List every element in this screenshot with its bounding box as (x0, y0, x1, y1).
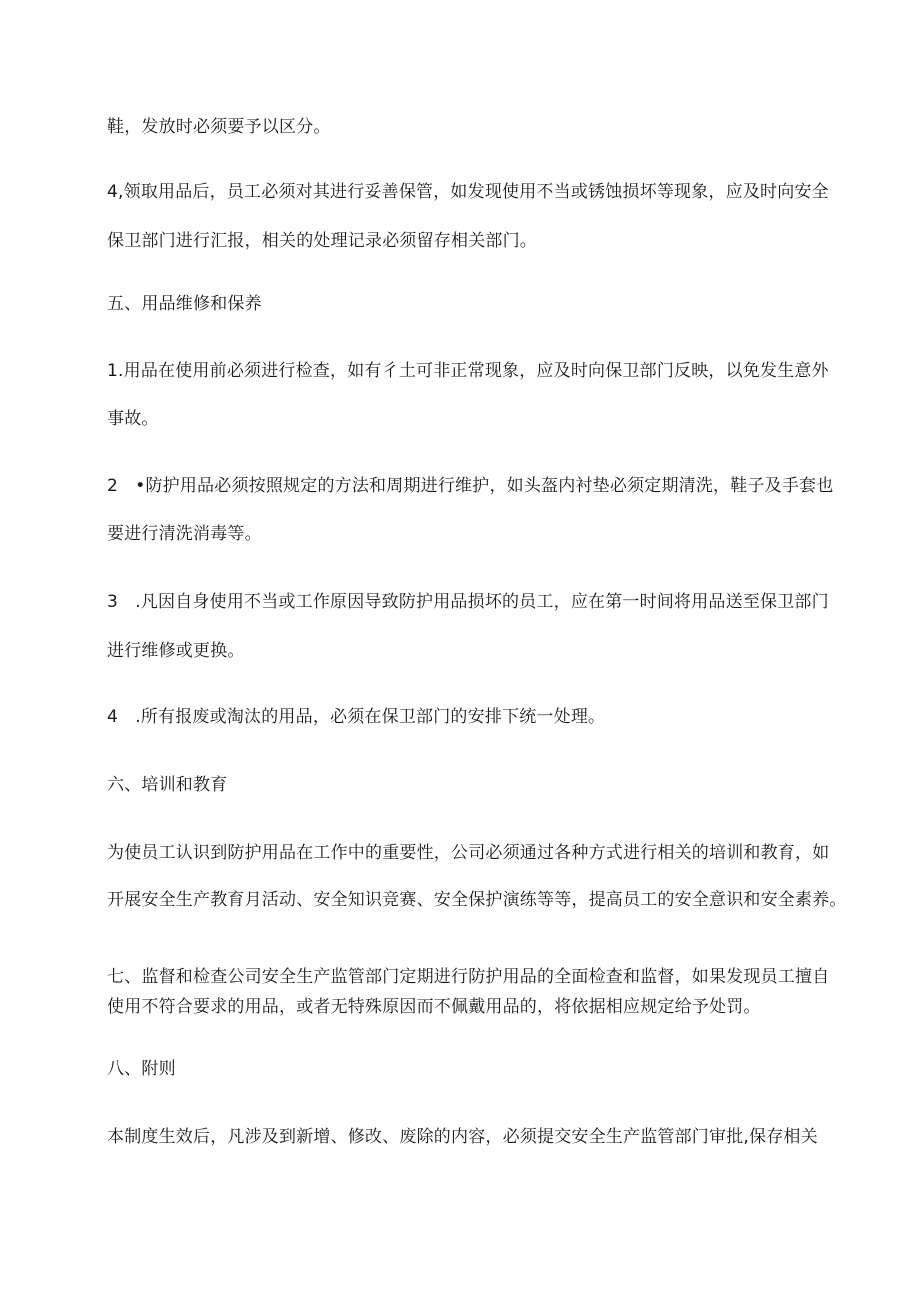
paragraph-line: 1.用品在使用前必须进行检查，如有彳土可非正常现象，应及时向保卫部门反映，以免发生意外 (107, 361, 829, 381)
paragraph-line: 事故。 (107, 409, 159, 429)
paragraph-line: 4,领取用品后，员工必须对其进行妥善保管，如发现使用不当或锈蚀损坏等现象，应及时向安全 (107, 182, 829, 202)
paragraph-line: 要进行清洗消毒等。 (107, 524, 262, 544)
paragraph-line: 为使员工认识到防护用品在工作中的重要性，公司必须通过各种方式进行相关的培训和教育，如 (107, 843, 830, 863)
paragraph-line: 本制度生效后，凡涉及到新增、修改、废除的内容，必须提交安全生产监管部门审批,保存相关 (107, 1127, 818, 1147)
paragraph-line: 进行维修或更换。 (107, 641, 245, 661)
paragraph-line: 使用不符合要求的用品，或者无特殊原因而不佩戴用品的，将依据相应规定给予处罚。 (107, 997, 761, 1017)
paragraph-line: 鞋，发放时必须要予以区分。 (107, 117, 331, 137)
paragraph-line: 七、监督和检查公司安全生产监管部门定期进行防护用品的全面检查和监督，如果发现员工擅自 (107, 967, 830, 987)
paragraph-line: 开展安全生产教育月活动、安全知识竞赛、安全保护演练等等，提高员工的安全意识和安全素养。 (107, 890, 847, 910)
paragraph-line: 3 .凡因自身使用不当或工作原因导致防护用品损坏的员工，应在第一时间将用品送至保卫部门 (107, 592, 829, 612)
paragraph-line: 2 •防护用品必须按照规定的方法和周期进行维护，如头盔内衬垫必须定期清洗，鞋子及手套也 (107, 476, 834, 496)
paragraph-line: 4 .所有报废或淘汰的用品，必须在保卫部门的安排下统一处理。 (107, 707, 606, 727)
section-heading: 六、培训和教育 (107, 775, 228, 795)
section-heading: 五、用品维修和保养 (107, 294, 262, 314)
paragraph-line: 保卫部门进行汇报，相关的处理记录必须留存相关部门。 (107, 231, 537, 251)
section-heading: 八、附则 (107, 1059, 176, 1079)
